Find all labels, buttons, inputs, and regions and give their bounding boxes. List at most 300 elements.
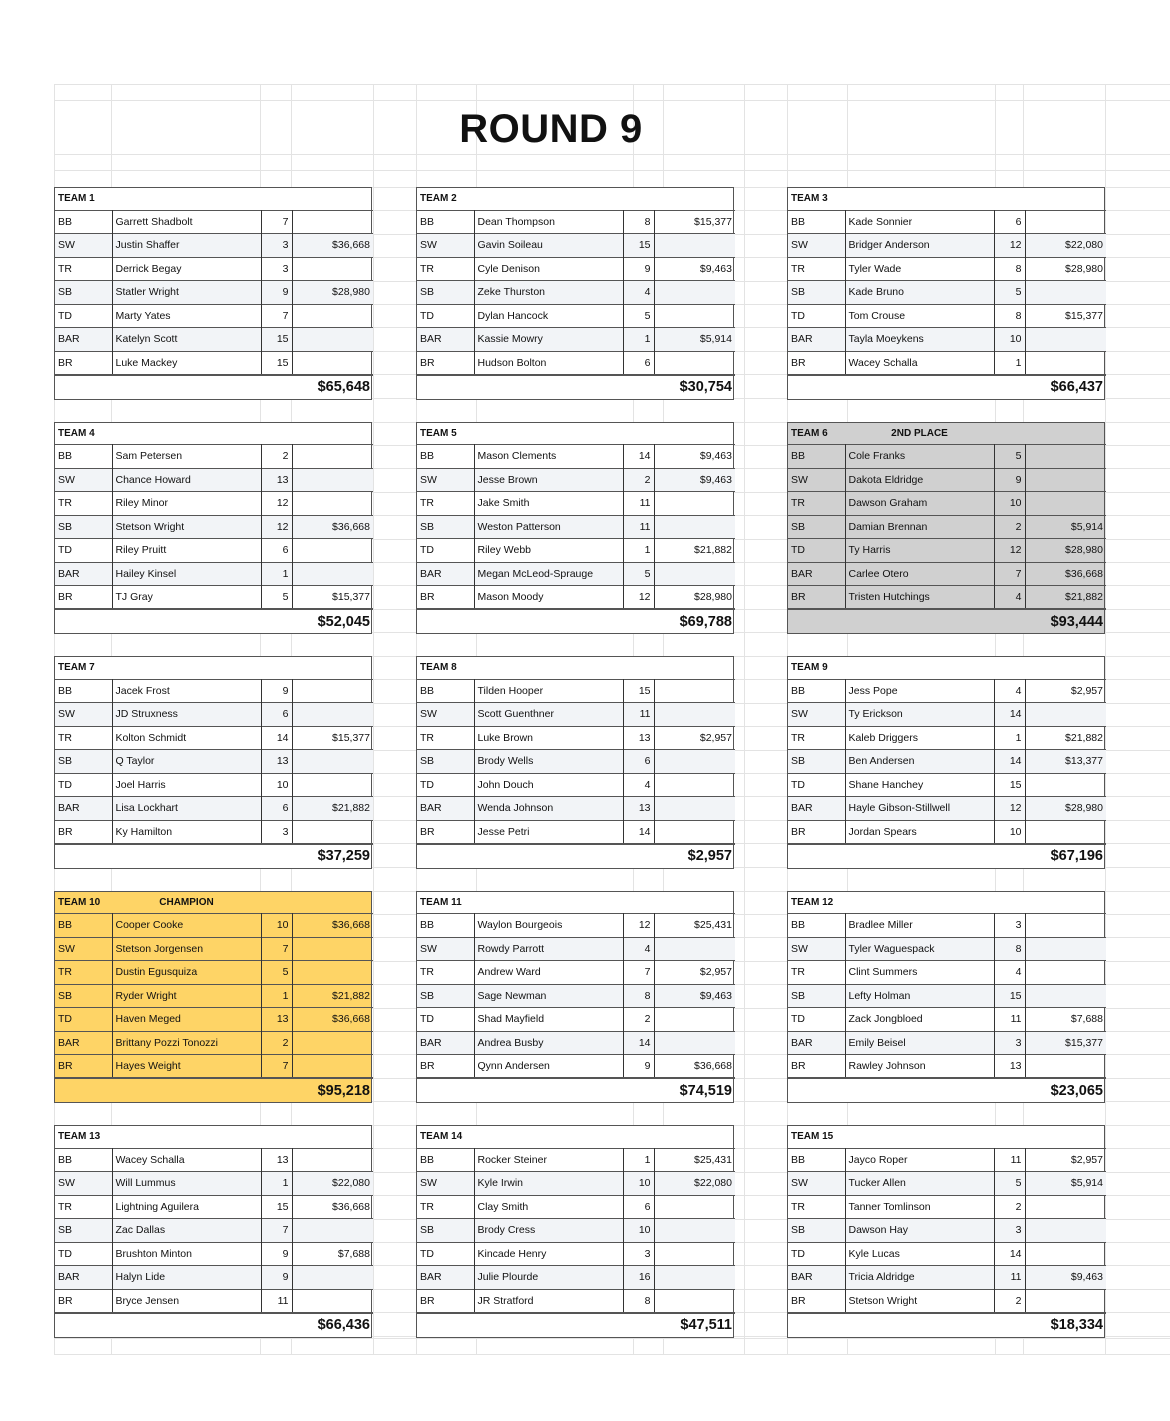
earnings-cell: $28,980 — [1025, 797, 1106, 821]
contestant-name-cell: Ryder Wright — [112, 984, 261, 1008]
contestant-name-cell: Ty Erickson — [845, 703, 994, 727]
page-title: ROUND 9 — [459, 107, 643, 151]
placing-cell: 13 — [261, 468, 292, 492]
earnings-cell — [292, 445, 373, 469]
team-placement-label — [845, 657, 994, 679]
team-header-row — [788, 1126, 1106, 1148]
event-cell: SW — [417, 468, 474, 492]
team-placement-label — [112, 1126, 261, 1148]
team-name: TEAM 3 — [791, 193, 828, 205]
event-cell: SW — [788, 937, 845, 961]
placing-cell: 1 — [994, 351, 1025, 375]
placing-cell: 1 — [623, 539, 654, 563]
earnings-cell: $28,980 — [1025, 257, 1106, 281]
contestant-name-cell: Brody Cress — [474, 1219, 623, 1243]
player-row — [55, 1031, 373, 1055]
earnings-cell: $36,668 — [292, 234, 373, 258]
event-cell: TR — [55, 961, 112, 985]
earnings-cell: $28,980 — [1025, 539, 1106, 563]
earnings-cell — [292, 468, 373, 492]
player-row — [788, 1266, 1106, 1290]
event-cell: BAR — [55, 1031, 112, 1055]
earnings-cell — [292, 703, 373, 727]
contestant-name-cell: Brody Wells — [474, 750, 623, 774]
earnings-cell: $9,463 — [654, 257, 735, 281]
event-cell: SB — [417, 984, 474, 1008]
team-placement-label — [474, 892, 623, 914]
player-row — [788, 539, 1106, 563]
contestant-name-cell: Tanner Tomlinson — [845, 1195, 994, 1219]
earnings-cell: $15,377 — [292, 726, 373, 750]
contestant-name-cell: Justin Shaffer — [112, 234, 261, 258]
contestant-name-cell: Zeke Thurston — [474, 281, 623, 305]
placing-cell: 4 — [994, 586, 1025, 610]
player-row — [788, 914, 1106, 938]
event-cell: BAR — [417, 562, 474, 586]
contestant-name-cell: Haven Meged — [112, 1008, 261, 1032]
placing-cell: 10 — [623, 1172, 654, 1196]
placing-cell: 6 — [261, 539, 292, 563]
team-table-13 — [54, 1125, 372, 1338]
earnings-cell: $2,957 — [654, 726, 735, 750]
gridline — [373, 84, 374, 1354]
player-row — [417, 492, 735, 516]
earnings-cell: $7,688 — [292, 1242, 373, 1266]
contestant-name-cell: Mason Moody — [474, 586, 623, 610]
player-row — [55, 351, 373, 375]
player-row — [55, 750, 373, 774]
contestant-name-cell: Marty Yates — [112, 304, 261, 328]
event-cell: BR — [417, 351, 474, 375]
player-row — [417, 1148, 735, 1172]
contestant-name-cell: Tilden Hooper — [474, 679, 623, 703]
player-row — [55, 304, 373, 328]
earnings-cell — [654, 797, 735, 821]
placing-cell: 5 — [994, 445, 1025, 469]
contestant-name-cell: Jayco Roper — [845, 1148, 994, 1172]
player-row — [788, 726, 1106, 750]
player-row — [788, 586, 1106, 610]
placing-cell: 3 — [994, 914, 1025, 938]
placing-cell: 12 — [261, 515, 292, 539]
event-cell: BB — [788, 1148, 845, 1172]
team-header-row — [55, 423, 373, 445]
event-cell: BR — [55, 351, 112, 375]
contestant-name-cell: Cole Franks — [845, 445, 994, 469]
event-cell: TR — [55, 257, 112, 281]
earnings-cell: $36,668 — [1025, 562, 1106, 586]
placing-cell: 15 — [261, 351, 292, 375]
placing-cell: 10 — [994, 492, 1025, 516]
event-cell: TD — [788, 1008, 845, 1032]
event-cell: SW — [788, 1172, 845, 1196]
player-row — [788, 304, 1106, 328]
contestant-name-cell: Ben Andersen — [845, 750, 994, 774]
placing-cell: 7 — [623, 961, 654, 985]
event-cell: TD — [417, 773, 474, 797]
player-row — [417, 1031, 735, 1055]
event-cell: SW — [788, 468, 845, 492]
player-row — [55, 328, 373, 352]
team-placement-label — [474, 188, 623, 210]
gridline — [54, 84, 1170, 85]
team-total: $18,334 — [1025, 1313, 1106, 1337]
contestant-name-cell: TJ Gray — [112, 586, 261, 610]
team-total: $30,754 — [654, 375, 735, 399]
player-row — [788, 1172, 1106, 1196]
event-cell: SB — [417, 750, 474, 774]
contestant-name-cell: Bryce Jensen — [112, 1289, 261, 1313]
placing-cell: 6 — [261, 703, 292, 727]
team-table-1 — [54, 187, 372, 400]
earnings-cell — [654, 281, 735, 305]
player-row — [788, 515, 1106, 539]
event-cell: BR — [788, 820, 845, 844]
player-row — [417, 328, 735, 352]
event-cell: TR — [788, 492, 845, 516]
placing-cell: 11 — [994, 1008, 1025, 1032]
contestant-name-cell: Jordan Spears — [845, 820, 994, 844]
placing-cell: 14 — [623, 820, 654, 844]
contestant-name-cell: Rawley Johnson — [845, 1055, 994, 1079]
player-row — [55, 797, 373, 821]
player-row — [55, 961, 373, 985]
player-row — [788, 773, 1106, 797]
earnings-cell: $21,882 — [1025, 586, 1106, 610]
player-row — [417, 703, 735, 727]
placing-cell: 9 — [261, 281, 292, 305]
earnings-cell — [654, 679, 735, 703]
total-row — [55, 1078, 373, 1102]
contestant-name-cell: Riley Minor — [112, 492, 261, 516]
contestant-name-cell: Halyn Lide — [112, 1266, 261, 1290]
earnings-cell — [292, 1219, 373, 1243]
team-name: TEAM 2 — [420, 193, 457, 205]
contestant-name-cell: Tricia Aldridge — [845, 1266, 994, 1290]
contestant-name-cell: Jesse Petri — [474, 820, 623, 844]
player-row — [788, 750, 1106, 774]
earnings-cell — [654, 703, 735, 727]
team-total: $69,788 — [654, 609, 735, 633]
player-row — [417, 210, 735, 234]
event-cell: TD — [417, 539, 474, 563]
earnings-cell: $36,668 — [292, 1008, 373, 1032]
placing-cell: 11 — [623, 703, 654, 727]
player-row — [417, 515, 735, 539]
earnings-cell — [292, 937, 373, 961]
contestant-name-cell: Tyler Wade — [845, 257, 994, 281]
earnings-cell — [1025, 492, 1106, 516]
team-header-row — [417, 657, 735, 679]
placing-cell: 3 — [261, 820, 292, 844]
event-cell: BB — [417, 445, 474, 469]
earnings-cell — [292, 539, 373, 563]
placing-cell: 5 — [623, 304, 654, 328]
contestant-name-cell: Tyler Waguespack — [845, 937, 994, 961]
event-cell: SW — [417, 937, 474, 961]
contestant-name-cell: Chance Howard — [112, 468, 261, 492]
contestant-name-cell: Kincade Henry — [474, 1242, 623, 1266]
placing-cell: 4 — [623, 773, 654, 797]
event-cell: TD — [417, 1008, 474, 1032]
contestant-name-cell: Brittany Pozzi Tonozzi — [112, 1031, 261, 1055]
event-cell: BAR — [788, 328, 845, 352]
event-cell: BB — [788, 914, 845, 938]
player-row — [55, 1266, 373, 1290]
event-cell: BB — [55, 679, 112, 703]
player-row — [55, 1172, 373, 1196]
contestant-name-cell: Tucker Allen — [845, 1172, 994, 1196]
player-row — [788, 468, 1106, 492]
player-row — [417, 726, 735, 750]
event-cell: TR — [417, 1195, 474, 1219]
event-cell: BAR — [55, 797, 112, 821]
total-row — [55, 844, 373, 868]
earnings-cell — [654, 1242, 735, 1266]
team-header-row — [417, 1126, 735, 1148]
contestant-name-cell: Dakota Eldridge — [845, 468, 994, 492]
team-total: $47,511 — [654, 1313, 735, 1337]
player-row — [55, 1289, 373, 1313]
team-table-14 — [416, 1125, 734, 1338]
team-total: $66,437 — [1025, 375, 1106, 399]
contestant-name-cell: Dustin Egusquiza — [112, 961, 261, 985]
event-cell: SW — [417, 703, 474, 727]
earnings-cell — [1025, 773, 1106, 797]
player-row — [55, 726, 373, 750]
contestant-name-cell: Wacey Schalla — [112, 1148, 261, 1172]
earnings-cell: $2,957 — [654, 961, 735, 985]
event-cell: SB — [788, 984, 845, 1008]
earnings-cell — [1025, 914, 1106, 938]
player-row — [788, 210, 1106, 234]
contestant-name-cell: Sage Newman — [474, 984, 623, 1008]
team-name: TEAM 8 — [420, 662, 457, 674]
placing-cell: 9 — [261, 1242, 292, 1266]
event-cell: SW — [55, 468, 112, 492]
earnings-cell — [654, 1219, 735, 1243]
player-row — [788, 1008, 1106, 1032]
earnings-cell: $15,377 — [1025, 304, 1106, 328]
event-cell: TR — [788, 257, 845, 281]
player-row — [417, 1219, 735, 1243]
placing-cell: 2 — [623, 468, 654, 492]
event-cell: BAR — [788, 562, 845, 586]
team-name: TEAM 9 — [791, 662, 828, 674]
earnings-cell — [654, 492, 735, 516]
player-row — [788, 351, 1106, 375]
earnings-cell: $28,980 — [654, 586, 735, 610]
event-cell: BR — [55, 1289, 112, 1313]
event-cell: SB — [788, 515, 845, 539]
placing-cell: 8 — [994, 937, 1025, 961]
total-row — [417, 1313, 735, 1337]
event-cell: TD — [417, 1242, 474, 1266]
earnings-cell — [654, 351, 735, 375]
contestant-name-cell: Mason Clements — [474, 445, 623, 469]
team-table-11 — [416, 891, 734, 1104]
placing-cell: 2 — [623, 1008, 654, 1032]
earnings-cell — [654, 1008, 735, 1032]
placing-cell: 6 — [261, 797, 292, 821]
contestant-name-cell: Kade Bruno — [845, 281, 994, 305]
earnings-cell — [654, 515, 735, 539]
contestant-name-cell: Rocker Steiner — [474, 1148, 623, 1172]
earnings-cell — [1025, 961, 1106, 985]
event-cell: BR — [55, 586, 112, 610]
placing-cell: 12 — [623, 914, 654, 938]
earnings-cell: $9,463 — [1025, 1266, 1106, 1290]
placing-cell: 13 — [994, 1055, 1025, 1079]
team-header-row — [55, 657, 373, 679]
player-row — [55, 281, 373, 305]
total-row — [788, 375, 1106, 399]
earnings-cell: $5,914 — [1025, 515, 1106, 539]
contestant-name-cell: Stetson Wright — [845, 1289, 994, 1313]
placing-cell: 2 — [994, 515, 1025, 539]
player-row — [788, 234, 1106, 258]
placing-cell: 7 — [261, 304, 292, 328]
earnings-cell — [292, 1148, 373, 1172]
earnings-cell — [1025, 468, 1106, 492]
earnings-cell — [292, 492, 373, 516]
earnings-cell: $22,080 — [292, 1172, 373, 1196]
earnings-cell: $22,080 — [1025, 234, 1106, 258]
earnings-cell: $5,914 — [1025, 1172, 1106, 1196]
placing-cell: 2 — [261, 1031, 292, 1055]
earnings-cell — [1025, 1242, 1106, 1266]
earnings-cell: $15,377 — [654, 210, 735, 234]
player-row — [417, 1289, 735, 1313]
player-row — [788, 1242, 1106, 1266]
contestant-name-cell: Kolton Schmidt — [112, 726, 261, 750]
placing-cell: 4 — [994, 961, 1025, 985]
event-cell: BB — [417, 1148, 474, 1172]
earnings-cell — [1025, 210, 1106, 234]
earnings-cell — [292, 1031, 373, 1055]
player-row — [417, 1055, 735, 1079]
contestant-name-cell: Waylon Bourgeois — [474, 914, 623, 938]
earnings-cell — [1025, 984, 1106, 1008]
team-table-15 — [787, 1125, 1105, 1338]
event-cell: BR — [417, 1289, 474, 1313]
contestant-name-cell: JD Struxness — [112, 703, 261, 727]
event-cell: SB — [55, 515, 112, 539]
team-name: TEAM 4 — [58, 427, 95, 439]
contestant-name-cell: Lisa Lockhart — [112, 797, 261, 821]
placing-cell: 14 — [623, 1031, 654, 1055]
placing-cell: 7 — [261, 937, 292, 961]
contestant-name-cell: Hudson Bolton — [474, 351, 623, 375]
player-row — [788, 961, 1106, 985]
contestant-name-cell: Emily Beisel — [845, 1031, 994, 1055]
team-total: $65,648 — [292, 375, 373, 399]
contestant-name-cell: Tayla Moeykens — [845, 328, 994, 352]
contestant-name-cell: Jake Smith — [474, 492, 623, 516]
event-cell: BR — [55, 1055, 112, 1079]
player-row — [788, 1055, 1106, 1079]
event-cell: BR — [417, 586, 474, 610]
player-row — [417, 562, 735, 586]
placing-cell: 6 — [623, 1195, 654, 1219]
event-cell: TD — [55, 1008, 112, 1032]
team-header-row — [788, 657, 1106, 679]
placing-cell: 1 — [994, 726, 1025, 750]
placing-cell: 8 — [994, 257, 1025, 281]
placing-cell: 5 — [261, 586, 292, 610]
team-total: $52,045 — [292, 609, 373, 633]
placing-cell: 11 — [994, 1266, 1025, 1290]
player-row — [417, 1008, 735, 1032]
contestant-name-cell: Lefty Holman — [845, 984, 994, 1008]
event-cell: BB — [55, 914, 112, 938]
contestant-name-cell: Stetson Wright — [112, 515, 261, 539]
event-cell: TR — [417, 492, 474, 516]
contestant-name-cell: Andrew Ward — [474, 961, 623, 985]
event-cell: TR — [417, 726, 474, 750]
contestant-name-cell: Dawson Graham — [845, 492, 994, 516]
event-cell: SB — [55, 281, 112, 305]
team-name: TEAM 13 — [58, 1131, 101, 1143]
event-cell: TR — [55, 726, 112, 750]
team-table-12 — [787, 891, 1105, 1104]
placing-cell: 13 — [623, 726, 654, 750]
player-row — [55, 586, 373, 610]
player-row — [55, 1195, 373, 1219]
earnings-cell — [1025, 328, 1106, 352]
event-cell: TR — [417, 257, 474, 281]
event-cell: TR — [55, 492, 112, 516]
earnings-cell — [292, 1289, 373, 1313]
placing-cell: 1 — [261, 1172, 292, 1196]
contestant-name-cell: Julie Plourde — [474, 1266, 623, 1290]
earnings-cell: $21,882 — [1025, 726, 1106, 750]
earnings-cell: $15,377 — [1025, 1031, 1106, 1055]
event-cell: TD — [55, 1242, 112, 1266]
player-row — [55, 914, 373, 938]
event-cell: TD — [788, 539, 845, 563]
earnings-cell: $15,377 — [292, 586, 373, 610]
placing-cell: 1 — [623, 328, 654, 352]
team-placement-label — [112, 657, 261, 679]
event-cell: BR — [417, 1055, 474, 1079]
contestant-name-cell: Damian Brennan — [845, 515, 994, 539]
contestant-name-cell: Garrett Shadbolt — [112, 210, 261, 234]
placing-cell: 9 — [994, 468, 1025, 492]
event-cell: BAR — [55, 1266, 112, 1290]
earnings-cell — [654, 773, 735, 797]
player-row — [417, 984, 735, 1008]
player-row — [55, 445, 373, 469]
contestant-name-cell: Weston Patterson — [474, 515, 623, 539]
team-name: TEAM 10 — [58, 896, 101, 908]
team-header-row — [788, 423, 1106, 445]
placing-cell: 7 — [261, 1219, 292, 1243]
earnings-cell — [1025, 281, 1106, 305]
team-name: TEAM 14 — [420, 1131, 463, 1143]
earnings-cell: $5,914 — [654, 328, 735, 352]
contestant-name-cell: Wacey Schalla — [845, 351, 994, 375]
contestant-name-cell: Ty Harris — [845, 539, 994, 563]
player-row — [788, 703, 1106, 727]
placing-cell: 15 — [261, 1195, 292, 1219]
earnings-cell — [292, 679, 373, 703]
event-cell: SB — [417, 1219, 474, 1243]
placing-cell: 14 — [994, 703, 1025, 727]
team-total: $23,065 — [1025, 1078, 1106, 1102]
player-row — [55, 234, 373, 258]
earnings-cell — [292, 304, 373, 328]
